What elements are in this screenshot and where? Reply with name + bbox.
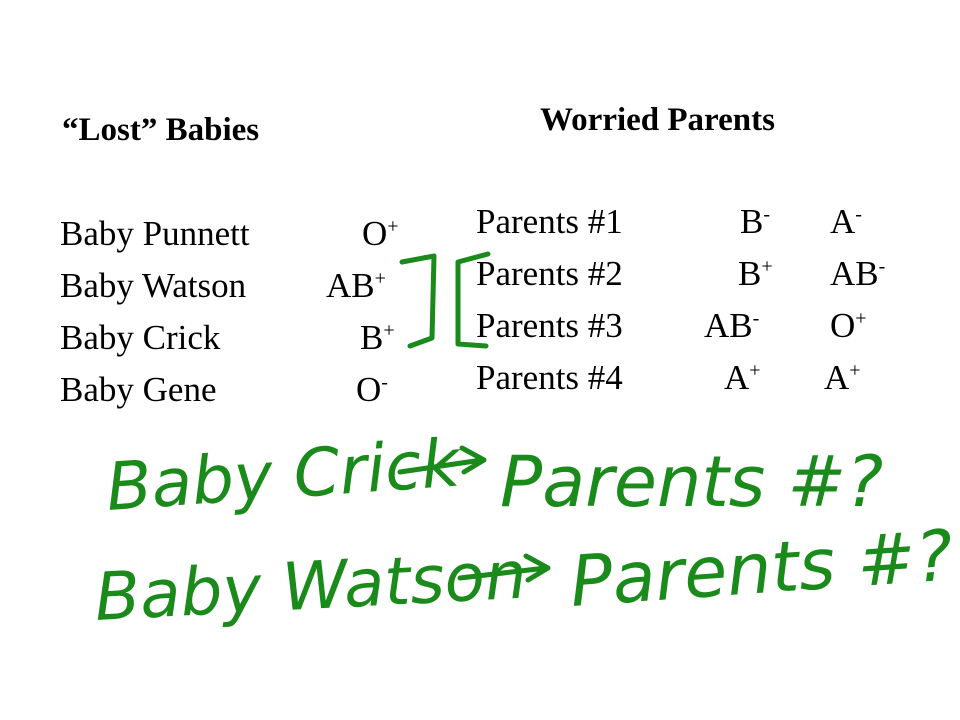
baby-blood-type: O+ [362, 214, 399, 253]
baby-blood-type: B+ [360, 318, 395, 357]
parent2-blood-type: A+ [824, 358, 861, 397]
baby-name: Baby Watson [60, 266, 247, 305]
handwritten-baby-watson: Baby Watson [92, 536, 529, 636]
baby-name: Baby Crick [60, 318, 221, 357]
handwritten-parents-1: Parents #? [500, 441, 884, 523]
baby-name: Baby Punnett [60, 214, 250, 253]
handwritten-parents-2: Parents #? [567, 514, 956, 623]
handwritten-baby-crick: Baby Crick [103, 424, 462, 526]
parents-name: Parents #1 [476, 202, 623, 241]
arrow-1 [400, 448, 484, 472]
parent2-blood-type: A- [830, 202, 862, 241]
baby-blood-type: AB+ [326, 266, 386, 305]
arrow-2 [460, 556, 548, 580]
parent2-blood-type: O+ [830, 306, 867, 345]
baby-name: Baby Gene [60, 370, 217, 409]
lost-babies-heading: “Lost” Babies [62, 112, 260, 148]
parents-name: Parents #4 [476, 358, 623, 397]
parent1-blood-type: AB- [704, 306, 760, 345]
parents-name: Parents #3 [476, 306, 623, 345]
bracket-right-mark [402, 256, 434, 346]
parent1-blood-type: A+ [724, 358, 761, 397]
parent1-blood-type: B+ [738, 254, 773, 293]
baby-blood-type: O- [356, 370, 388, 409]
parent2-blood-type: AB- [830, 254, 886, 293]
parent1-blood-type: B- [740, 202, 771, 241]
parents-name: Parents #2 [476, 254, 623, 293]
worried-parents-heading: Worried Parents [540, 102, 775, 138]
